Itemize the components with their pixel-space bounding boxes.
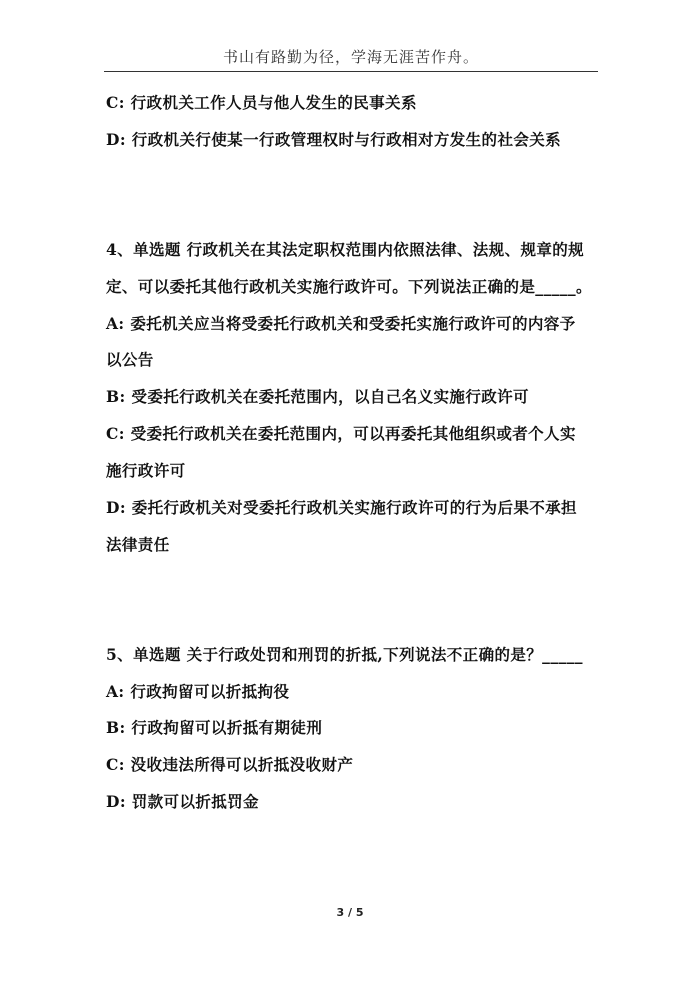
q5-option-a: A: 行政拘留可以折抵拘役 [106, 682, 290, 701]
q5-option-d: D: 罚款可以折抵罚金 [106, 792, 259, 811]
q4-option-c-line-1: C: 受委托行政机关在委托范围内，可以再委托其他组织或者个人实 [106, 424, 576, 443]
q4-stem-line-2: 定、可以委托其他行政机关实施行政许可。下列说法正确的是_____。 [106, 277, 592, 296]
q4-option-d-line-2: 法律责任 [106, 535, 170, 554]
q4-option-c-line-2: 施行政许可 [106, 461, 186, 480]
q4-option-b: B: 受委托行政机关在委托范围内，以自己名义实施行政许可 [106, 387, 529, 406]
q4-option-d-line-1: D: 委托行政机关对受委托行政机关实施行政许可的行为后果不承担 [106, 498, 577, 517]
page-number: 3 / 5 [336, 906, 364, 919]
q5-option-c: C: 没收违法所得可以折抵没收财产 [106, 755, 354, 774]
q4-option-a-line-2: 以公告 [106, 350, 154, 369]
q4-option-a-line-1: A: 委托机关应当将受委托行政机关和受委托实施行政许可的内容予 [106, 314, 576, 333]
q3-option-d: D: 行政机关行使某一行政管理权时与行政相对方发生的社会关系 [106, 130, 562, 149]
header-divider [104, 71, 598, 72]
header-motto: 书山有路勤为径，学海无涯苦作舟。 [222, 48, 479, 66]
q4-stem-line-1: 4、单选题 行政机关在其法定职权范围内依照法律、法规、规章的规 [106, 240, 585, 259]
q5-stem: 5、单选题 关于行政处罚和刑罚的折抵,下列说法不正确的是？_____ [106, 645, 583, 664]
q5-option-b: B: 行政拘留可以折抵有期徒刑 [106, 718, 323, 737]
q3-option-c: C: 行政机关工作人员与他人发生的民事关系 [106, 93, 417, 112]
